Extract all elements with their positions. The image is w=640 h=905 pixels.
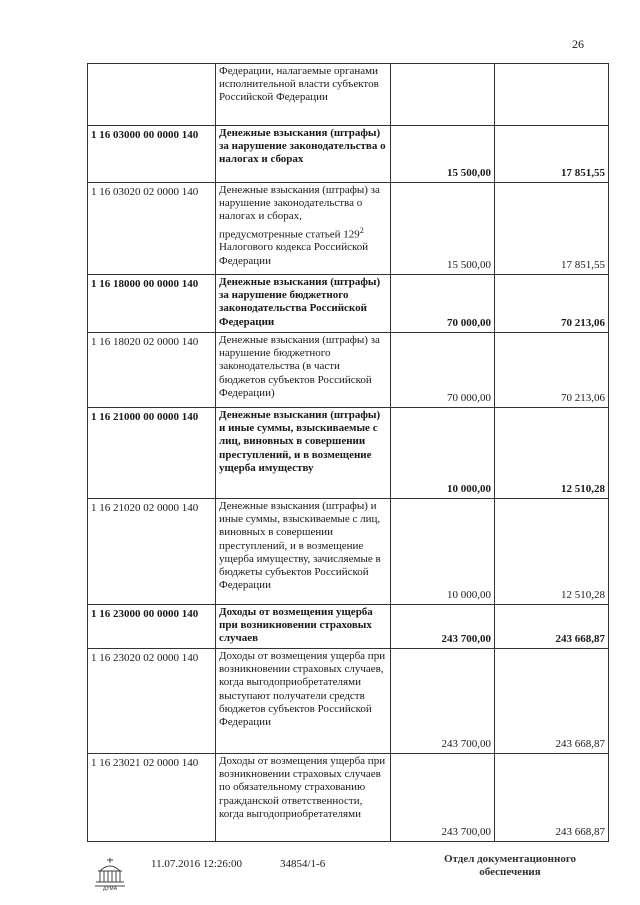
actual-amount: 243 668,87 [495, 649, 609, 754]
footer-document-number: 34854/1-6 [280, 858, 326, 870]
planned-amount: 10 000,00 [391, 408, 495, 499]
budget-code [88, 64, 216, 126]
budget-code: 1 16 18000 00 0000 140 [88, 275, 216, 333]
planned-amount [391, 64, 495, 126]
planned-amount: 70 000,00 [391, 333, 495, 408]
budget-code: 1 16 21000 00 0000 140 [88, 408, 216, 499]
budget-item-name-text: Денежные взыскания (штрафы) за нарушение законодательства о налогах и сборах, предусмотренные статьей 129 [219, 184, 380, 241]
budget-item-name: Доходы от возмещения ущерба при возникновении страховых случаев по обязательному страхованию гражданской ответственности, когда выгодоприобретателями [216, 754, 391, 842]
actual-amount: 17 851,55 [495, 183, 609, 275]
department-stamp [420, 853, 600, 879]
budget-table [87, 63, 609, 842]
logo-text: ДУМА [102, 886, 118, 891]
table-row [88, 183, 609, 275]
planned-amount: 243 700,00 [391, 649, 495, 754]
planned-amount: 243 700,00 [391, 754, 495, 842]
budget-item-name: Денежные взыскания (штрафы) за нарушение бюджетного законодательства (в части бюджетов субъектов Российской Федерации) [216, 333, 391, 408]
planned-amount: 10 000,00 [391, 499, 495, 605]
actual-amount: 243 668,87 [495, 605, 609, 649]
table-row [88, 275, 609, 333]
table-row [88, 649, 609, 754]
budget-item-name: Доходы от возмещения ущерба при возникновении страховых случаев [216, 605, 391, 649]
budget-code: 1 16 03000 00 0000 140 [88, 126, 216, 183]
budget-item-name [216, 183, 391, 275]
actual-amount: 243 668,87 [495, 754, 609, 842]
table-row [88, 499, 609, 605]
superscript: 2 [359, 225, 364, 235]
budget-code: 1 16 23021 02 0000 140 [88, 754, 216, 842]
table-row [88, 126, 609, 183]
budget-item-name-tail: Налогового кодекса Российской Федерации [219, 241, 369, 267]
actual-amount: 12 510,28 [495, 408, 609, 499]
actual-amount: 17 851,55 [495, 126, 609, 183]
department-line-1: Отдел документационного [443, 853, 577, 865]
budget-code: 1 16 23000 00 0000 140 [88, 605, 216, 649]
table-row [88, 408, 609, 499]
budget-item-name: Денежные взыскания (штрафы) и иные суммы, взыскиваемые с лиц, виновных в совершении преступлений, и в возмещение ущерба имуществу [216, 408, 391, 499]
budget-item-name: Денежные взыскания (штрафы) за нарушение бюджетного законодательства Российской Федерации [216, 275, 391, 333]
actual-amount: 70 213,06 [495, 275, 609, 333]
department-line-2: обеспечения [479, 866, 541, 878]
budget-code: 1 16 21020 02 0000 140 [88, 499, 216, 605]
budget-item-name: Денежные взыскания (штрафы) за нарушение законодательства о налогах и сборах [216, 126, 391, 183]
table-row [88, 64, 609, 126]
planned-amount: 243 700,00 [391, 605, 495, 649]
page-footer [0, 853, 640, 903]
budget-code: 1 16 18020 02 0000 140 [88, 333, 216, 408]
footer-timestamp: 11.07.2016 12:26:00 [151, 858, 242, 870]
planned-amount: 70 000,00 [391, 275, 495, 333]
budget-code: 1 16 03020 02 0000 140 [88, 183, 216, 275]
budget-item-name: Доходы от возмещения ущерба при возникновении страховых случаев, когда выгодоприобретателями выступают получатели средств бюджетов субъектов Российской Федерации [216, 649, 391, 754]
actual-amount: 70 213,06 [495, 333, 609, 408]
table-row [88, 333, 609, 408]
table-row [88, 754, 609, 842]
budget-code: 1 16 23020 02 0000 140 [88, 649, 216, 754]
actual-amount [495, 64, 609, 126]
budget-item-name: Федерации, налагаемые органами исполнительной власти субъектов Российской Федерации [216, 64, 391, 126]
budget-item-name: Денежные взыскания (штрафы) и иные суммы, взыскиваемые с лиц, виновных в совершении преступлений, и в возмещение ущерба имуществу, зачисляемые в бюджеты субъектов Российской Федерации [216, 499, 391, 605]
planned-amount: 15 500,00 [391, 183, 495, 275]
actual-amount: 12 510,28 [495, 499, 609, 605]
table-row [88, 605, 609, 649]
planned-amount: 15 500,00 [391, 126, 495, 183]
duma-emblem-icon [92, 855, 128, 891]
page-number: 26 [572, 37, 584, 51]
